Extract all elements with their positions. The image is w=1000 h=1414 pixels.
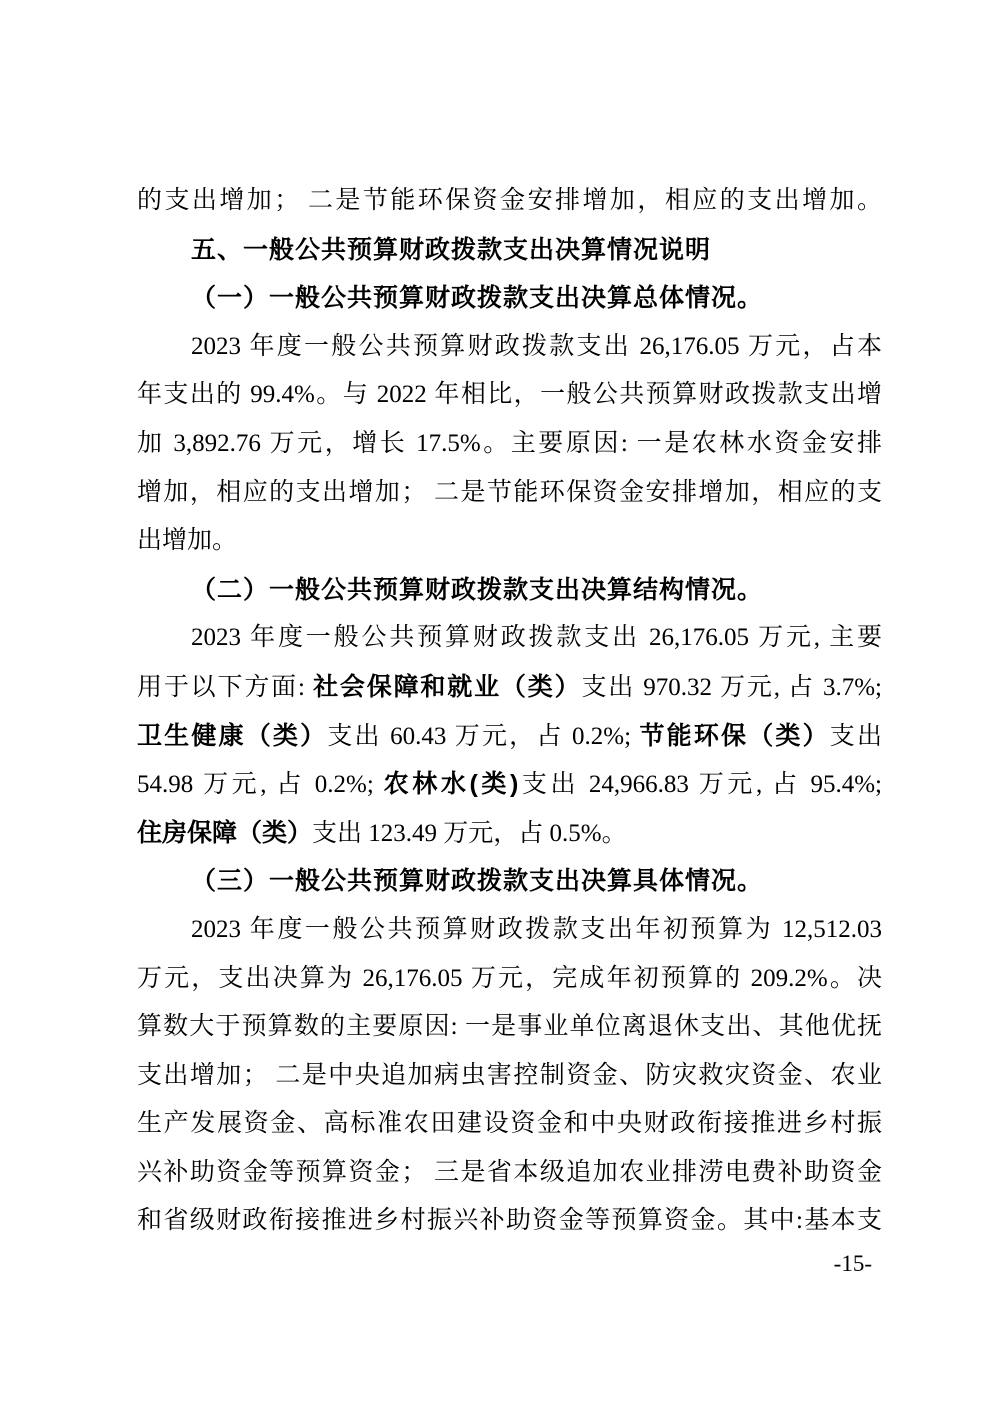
text-segment: 算数大于预算数的主要原因: 一是事业单位离退休支出、其他优抚 xyxy=(137,1013,882,1041)
text-segment: 住房保障（类） xyxy=(137,818,313,847)
text-segment: 支出 970.32 万元, 占 3.7%; xyxy=(581,673,882,701)
text-segment: 五、一般公共预算财政拨款支出决算情况说明 xyxy=(191,235,712,264)
text-segment: 用于以下方面: xyxy=(137,673,314,701)
text-line xyxy=(137,663,882,712)
text-segment: 支出 123.49 万元，占 0.5%。 xyxy=(312,819,627,847)
text-line xyxy=(137,517,882,566)
text-segment: （一）一般公共预算财政拨款支出决算总体情况。 xyxy=(191,284,764,313)
heading-line xyxy=(137,857,882,906)
text-line xyxy=(137,1052,882,1101)
page-number: -15- xyxy=(833,1251,872,1276)
text-segment: 54.98 万元, 占 0.2%; xyxy=(137,771,384,799)
heading-line xyxy=(137,566,882,615)
heading-line xyxy=(137,274,882,323)
text-line xyxy=(137,760,882,809)
text-line xyxy=(137,323,882,372)
text-segment: 2023 年度一般公共预算财政拨款支出 26,176.05 万元，占本 xyxy=(191,332,882,360)
text-segment: 支出 60.43 万元，占 0.2%; xyxy=(327,722,640,750)
text-segment: 农林水(类) xyxy=(383,770,519,799)
text-segment: 支出 24,966.83 万元, 占 95.4%; xyxy=(518,771,882,799)
text-line xyxy=(137,469,882,518)
text-line xyxy=(137,1197,882,1246)
text-segment: 的支出增加； 二是节能环保资金安排增加，相应的支出增加。 xyxy=(137,187,882,214)
text-segment: 卫生健康（类） xyxy=(137,721,328,750)
document-body xyxy=(137,177,882,1246)
text-segment: 年支出的 99.4%。与 2022 年相比，一般公共预算财政拨款支出增 xyxy=(137,381,882,409)
text-line xyxy=(137,809,882,858)
text-segment: 兴补助资金等预算资金； 三是省本级追加农业排涝电费补助资金 xyxy=(137,1158,882,1186)
text-line xyxy=(137,955,882,1004)
text-segment: 2023 年度一般公共预算财政拨款支出年初预算为 12,512.03 xyxy=(191,915,882,943)
text-line xyxy=(137,906,882,955)
heading-line xyxy=(137,226,882,275)
text-segment: 2023 年度一般公共预算财政拨款支出 26,176.05 万元, 主要 xyxy=(191,624,882,652)
text-segment: 出增加。 xyxy=(137,527,238,555)
text-line xyxy=(137,371,882,420)
text-line xyxy=(137,712,882,761)
text-segment: 万元，支出决算为 26,176.05 万元，完成年初预算的 209.2%。决 xyxy=(137,964,882,992)
text-segment: 支出 xyxy=(829,722,882,750)
text-segment: 和省级财政衔接推进乡村振兴补助资金等预算资金。其中:基本支 xyxy=(137,1207,882,1235)
text-line xyxy=(137,1100,882,1149)
text-segment: 社会保障和就业（类） xyxy=(313,672,582,701)
text-segment: 生产发展资金、高标准农田建设资金和中央财政衔接推进乡村振 xyxy=(137,1110,882,1138)
text-line xyxy=(137,420,882,469)
text-line xyxy=(137,177,882,226)
text-line xyxy=(137,1003,882,1052)
text-line xyxy=(137,1149,882,1198)
text-segment: （三）一般公共预算财政拨款支出决算具体情况。 xyxy=(191,867,764,896)
text-segment: 增加，相应的支出增加； 二是节能环保资金安排增加，相应的支 xyxy=(137,478,882,506)
text-segment: 支出增加； 二是中央追加病虫害控制资金、防灾救灾资金、农业 xyxy=(137,1061,882,1089)
text-line xyxy=(137,614,882,663)
text-segment: 节能环保（类） xyxy=(639,721,830,750)
text-segment: 加 3,892.76 万元，增长 17.5%。主要原因: 一是农林水资金安排 xyxy=(137,429,882,457)
text-segment: （二）一般公共预算财政拨款支出决算结构情况。 xyxy=(191,575,764,604)
